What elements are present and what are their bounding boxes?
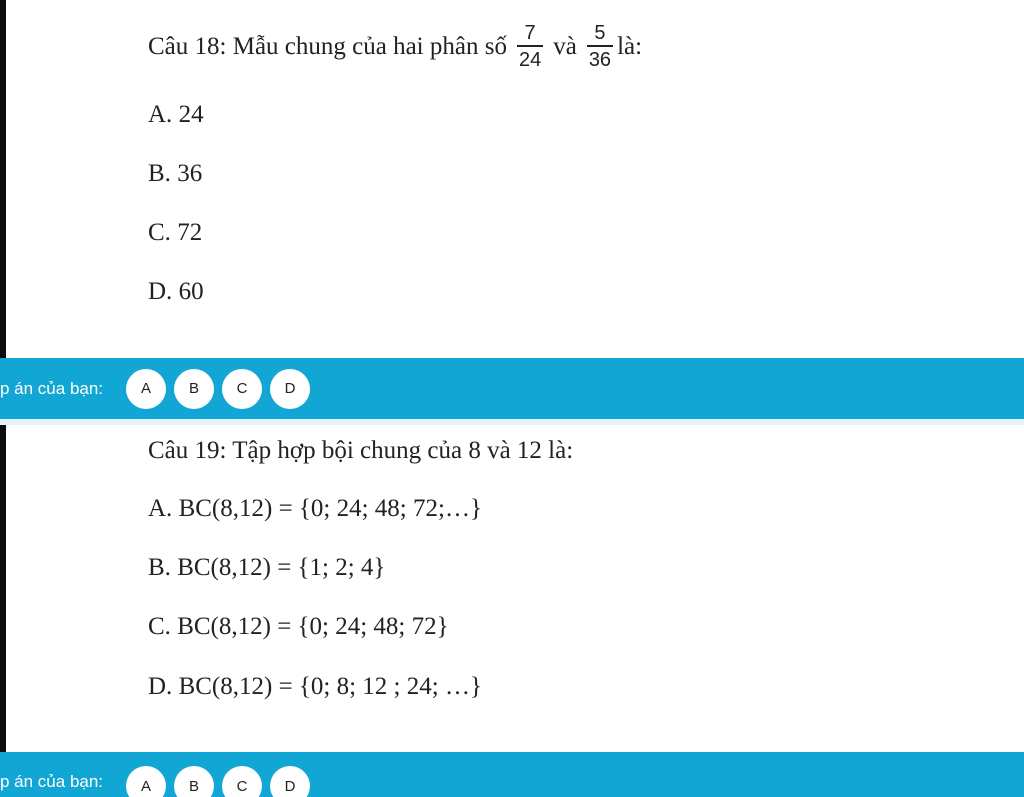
divider-band — [0, 419, 1024, 425]
question-18-option-b — [148, 159, 202, 189]
option-letter: A. — [148, 101, 173, 128]
answer-choice-d-button[interactable]: D — [270, 369, 310, 409]
fraction-numerator: 7 — [524, 22, 536, 44]
option-text: 24 — [178, 101, 204, 128]
answer-choice-b-button[interactable]: B — [174, 766, 214, 797]
option-text: BC(8,12) = {0; 24; 48; 72;…} — [178, 495, 482, 522]
answer-bar-question-18 — [0, 358, 1024, 419]
option-text: BC(8,12) = {0; 24; 48; 72} — [177, 613, 449, 640]
fraction-bar — [517, 45, 543, 47]
option-letter: C. — [148, 219, 171, 246]
answer-bar-question-19 — [0, 752, 1024, 797]
option-text: 72 — [177, 219, 203, 246]
fraction-bar — [587, 45, 613, 47]
question-19-option-b — [148, 553, 385, 583]
question-18-option-d — [148, 277, 204, 307]
answer-choice-a-button[interactable]: A — [126, 369, 166, 409]
option-text: 36 — [177, 160, 203, 187]
question-19-option-a — [148, 494, 482, 524]
answer-choice-b-button[interactable]: B — [174, 369, 214, 409]
option-letter: A. — [148, 495, 173, 522]
answer-choice-d-button[interactable]: D — [270, 766, 310, 797]
answer-choice-a-button[interactable]: A — [126, 766, 166, 797]
option-letter: D. — [148, 278, 173, 305]
fraction-7-24 — [517, 22, 543, 71]
answer-choice-c-button[interactable]: C — [222, 369, 262, 409]
option-text: 60 — [178, 278, 204, 305]
question-18-connector: và — [553, 32, 577, 60]
answer-bar-label: p án của bạn: — [0, 378, 104, 398]
question-18-option-c — [148, 218, 202, 248]
fraction-denominator: 36 — [588, 49, 612, 71]
question-19-title: Câu 19: Tập hợp bội chung của 8 và 12 là: — [148, 437, 574, 464]
fraction-denominator: 24 — [518, 49, 542, 71]
fraction-numerator: 5 — [594, 22, 606, 44]
option-text: BC(8,12) = {1; 2; 4} — [177, 554, 386, 581]
question-19-option-c — [148, 612, 449, 642]
option-text: BC(8,12) = {0; 8; 12 ; 24; …} — [178, 673, 482, 700]
option-letter: C. — [148, 613, 171, 640]
option-letter: B. — [148, 554, 171, 581]
option-letter: B. — [148, 160, 171, 187]
answer-choice-c-button[interactable]: C — [222, 766, 262, 797]
question-19-option-d — [148, 672, 482, 702]
fraction-5-36 — [587, 22, 613, 71]
question-18-suffix: là: — [617, 32, 643, 60]
question-18-option-a — [148, 100, 204, 130]
answer-bar-label: p án của bạn: — [0, 772, 104, 791]
question-18-prefix: Câu 18: Mẫu chung của hai phân số — [148, 32, 507, 60]
question-18-title — [148, 22, 642, 71]
option-letter: D. — [148, 673, 173, 700]
